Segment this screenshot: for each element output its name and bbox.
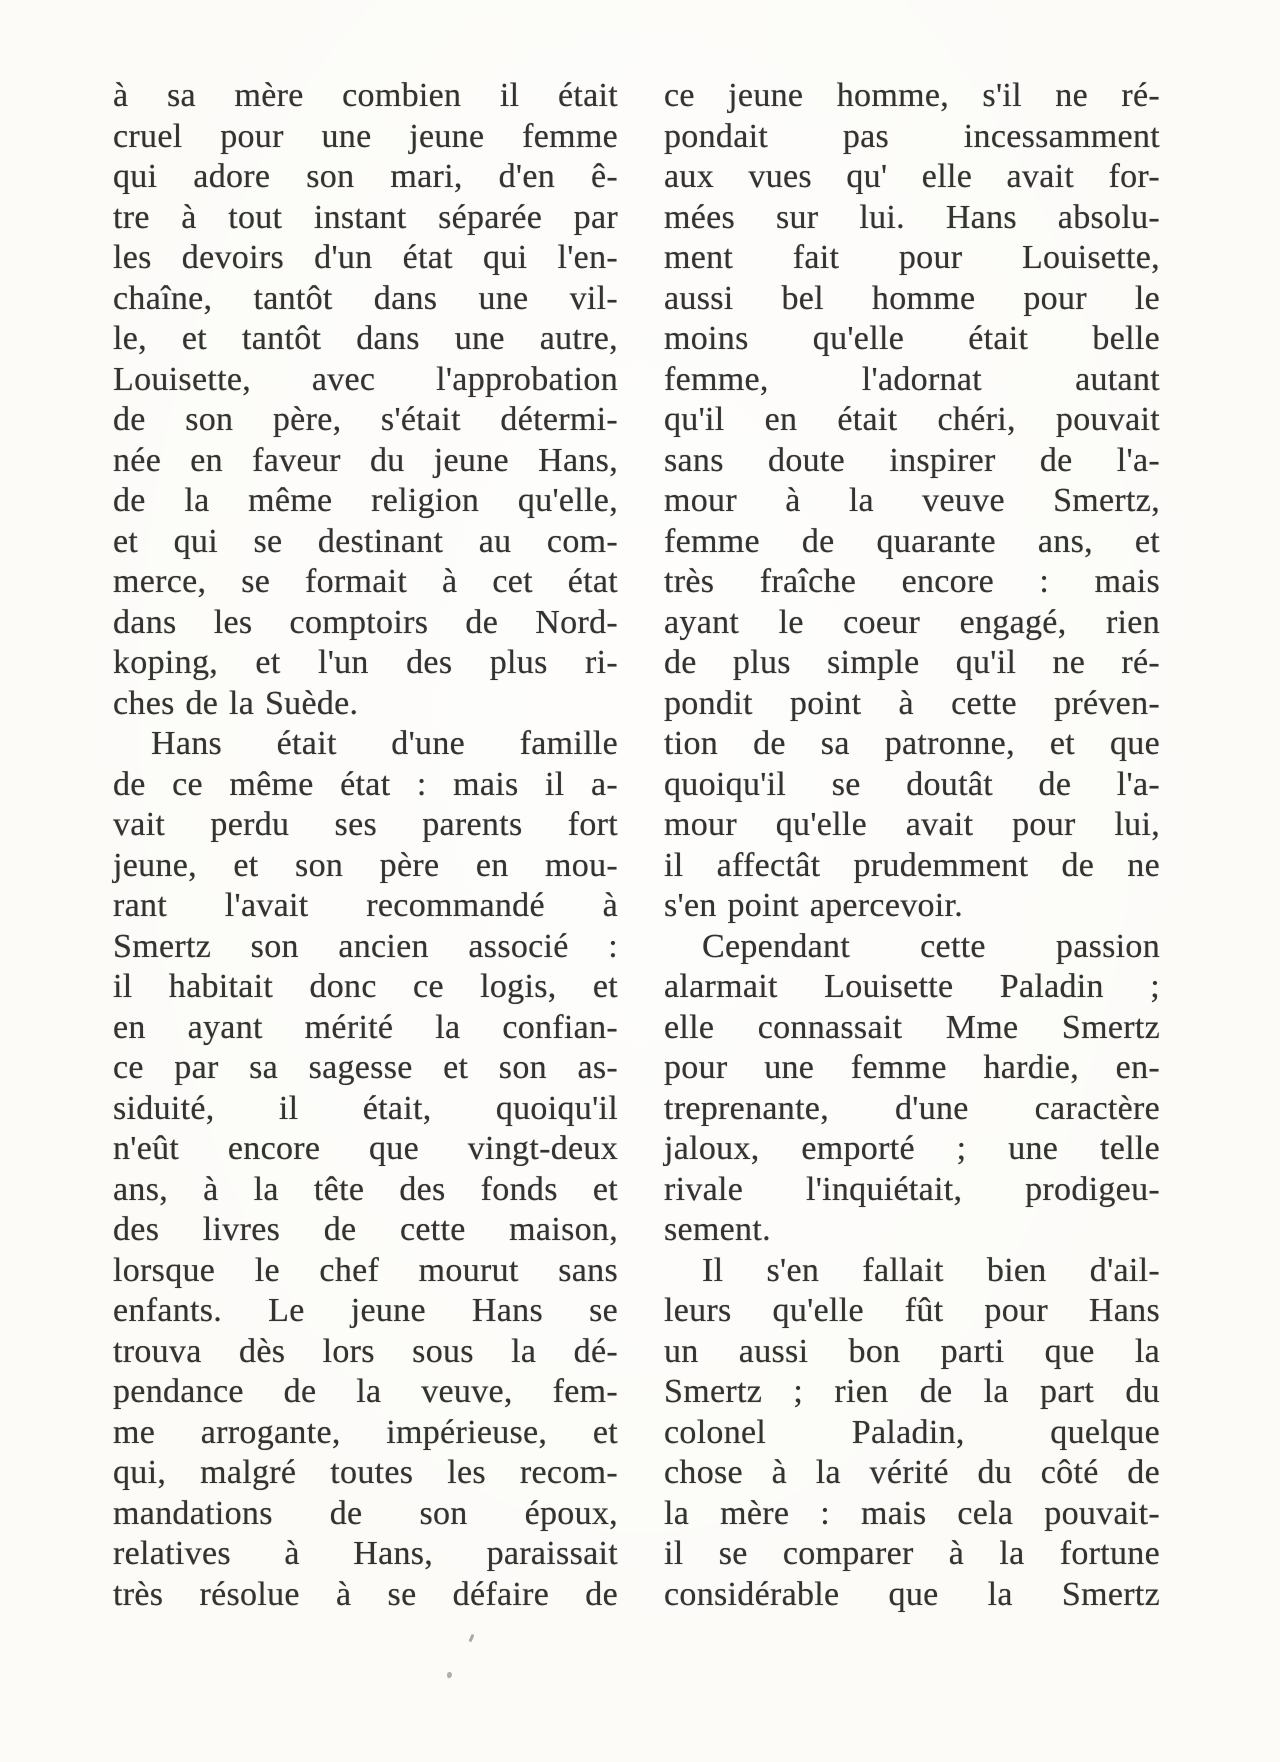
text-line: s'en point apercevoir. [664, 887, 964, 924]
text-line: de la même religion qu'elle, [113, 482, 618, 519]
text-line: rant l'avait recommandé à [113, 887, 618, 924]
text-line: en ayant mérité la confian- [113, 1008, 618, 1046]
text-line: pour une femme hardie, en- [664, 1049, 1160, 1086]
text-line: ment fait pour Louisette, [664, 239, 1160, 276]
text-line: ce jeune homme, s'il ne ré- [664, 77, 1160, 114]
text-line: Smertz ; rien de la part du [664, 1373, 1160, 1410]
text-line: qu'il en était chéri, pouvait [664, 401, 1160, 438]
text-line: Cependant cette passion [702, 927, 1160, 965]
text-line: à sa mère combien il était [113, 77, 618, 114]
text-line: alarmait Louisette Paladin ; [664, 968, 1160, 1005]
text-line: me arrogante, impérieuse, et [113, 1413, 618, 1451]
text-column-left [113, 76, 618, 1615]
text-line: pondait pas incessamment [664, 117, 1160, 155]
text-line: ches de la Suède. [113, 684, 359, 722]
text-line: dans les comptoirs de Nord- [113, 603, 618, 641]
text-line: Smertz son ancien associé : [113, 927, 618, 965]
text-line: enfants. Le jeune Hans se [113, 1292, 618, 1329]
text-line: femme de quarante ans, et [664, 522, 1160, 560]
text-line: née en faveur du jeune Hans, [113, 441, 618, 479]
text-line: Hans était d'une famille [151, 725, 618, 762]
text-line: le, et tantôt dans une autre, [113, 320, 618, 357]
text-line: et qui se destinant au com- [113, 522, 618, 560]
text-line: il affectât prudemment de ne [664, 846, 1160, 884]
text-line: jeune, et son père en mou- [113, 846, 618, 884]
text-line: de ce même état : mais il a- [113, 765, 618, 803]
text-line: de son père, s'était détermi- [113, 401, 618, 438]
text-line: pondit point à cette préven- [664, 684, 1160, 722]
text-line: femme, l'adornat autant [664, 360, 1160, 398]
text-line: tion de sa patronne, et que [664, 725, 1160, 762]
text-line: mandations de son époux, [113, 1494, 618, 1532]
text-line: qui, malgré toutes les recom- [113, 1454, 618, 1491]
text-line: ayant le coeur engagé, rien [664, 603, 1160, 641]
text-line: les devoirs d'un état qui l'en- [113, 239, 618, 276]
text-line: très fraîche encore : mais [664, 563, 1160, 600]
text-line: moins qu'elle était belle [664, 320, 1160, 357]
text-line: des livres de cette maison, [113, 1211, 618, 1248]
text-line: qui adore son mari, d'en ê- [113, 158, 618, 195]
text-line: merce, se formait à cet état [113, 563, 618, 600]
text-line: Il s'en fallait bien d'ail- [702, 1251, 1160, 1289]
text-line: n'eût encore que vingt-deux [113, 1130, 618, 1167]
text-line: relatives à Hans, paraissait [113, 1535, 618, 1572]
text-line: sement. [664, 1211, 771, 1248]
text-line: chaîne, tantôt dans une vil- [113, 279, 618, 317]
text-line: jaloux, emporté ; une telle [664, 1130, 1160, 1167]
text-line: la mère : mais cela pouvait- [664, 1494, 1160, 1532]
text-line: vait perdu ses parents fort [113, 806, 618, 843]
text-line: considérable que la Smertz [664, 1575, 1160, 1613]
text-line: aux vues qu' elle avait for- [664, 158, 1160, 195]
text-line: chose à la vérité du côté de [664, 1454, 1160, 1491]
text-line: quoiqu'il se doutât de l'a- [664, 765, 1160, 803]
text-line: tre à tout instant séparée par [113, 198, 618, 236]
text-line: leurs qu'elle fût pour Hans [664, 1292, 1160, 1329]
text-line: très résolue à se défaire de [113, 1575, 618, 1613]
ink-speck [446, 1672, 452, 1679]
text-line: aussi bel homme pour le [664, 279, 1160, 317]
text-column-right [664, 76, 1160, 1615]
text-line: un aussi bon parti que la [664, 1332, 1160, 1370]
text-line: Louisette, avec l'approbation [113, 360, 618, 398]
text-line: ce par sa sagesse et son as- [113, 1049, 618, 1086]
text-line: il habitait donc ce logis, et [113, 968, 618, 1005]
text-line: trouva dès lors sous la dé- [113, 1332, 618, 1370]
ink-speck [469, 1634, 475, 1643]
text-line: lorsque le chef mourut sans [113, 1251, 618, 1289]
text-line: mour à la veuve Smertz, [664, 482, 1160, 519]
text-line: rivale l'inquiétait, prodigeu- [664, 1170, 1160, 1208]
text-line: ans, à la tête des fonds et [113, 1170, 618, 1208]
text-line: de plus simple qu'il ne ré- [664, 644, 1160, 681]
text-line: koping, et l'un des plus ri- [113, 644, 618, 681]
text-line: siduité, il était, quoiqu'il [113, 1089, 618, 1127]
text-line: cruel pour une jeune femme [113, 117, 618, 155]
text-line: mées sur lui. Hans absolu- [664, 198, 1160, 236]
text-line: sans doute inspirer de l'a- [664, 441, 1160, 479]
text-line: mour qu'elle avait pour lui, [664, 806, 1160, 843]
text-line: pendance de la veuve, fem- [113, 1373, 618, 1410]
text-line: il se comparer à la fortune [664, 1535, 1160, 1572]
text-line: elle connassait Mme Smertz [664, 1008, 1160, 1046]
text-line: colonel Paladin, quelque [664, 1413, 1160, 1451]
text-line: treprenante, d'une caractère [664, 1089, 1160, 1127]
